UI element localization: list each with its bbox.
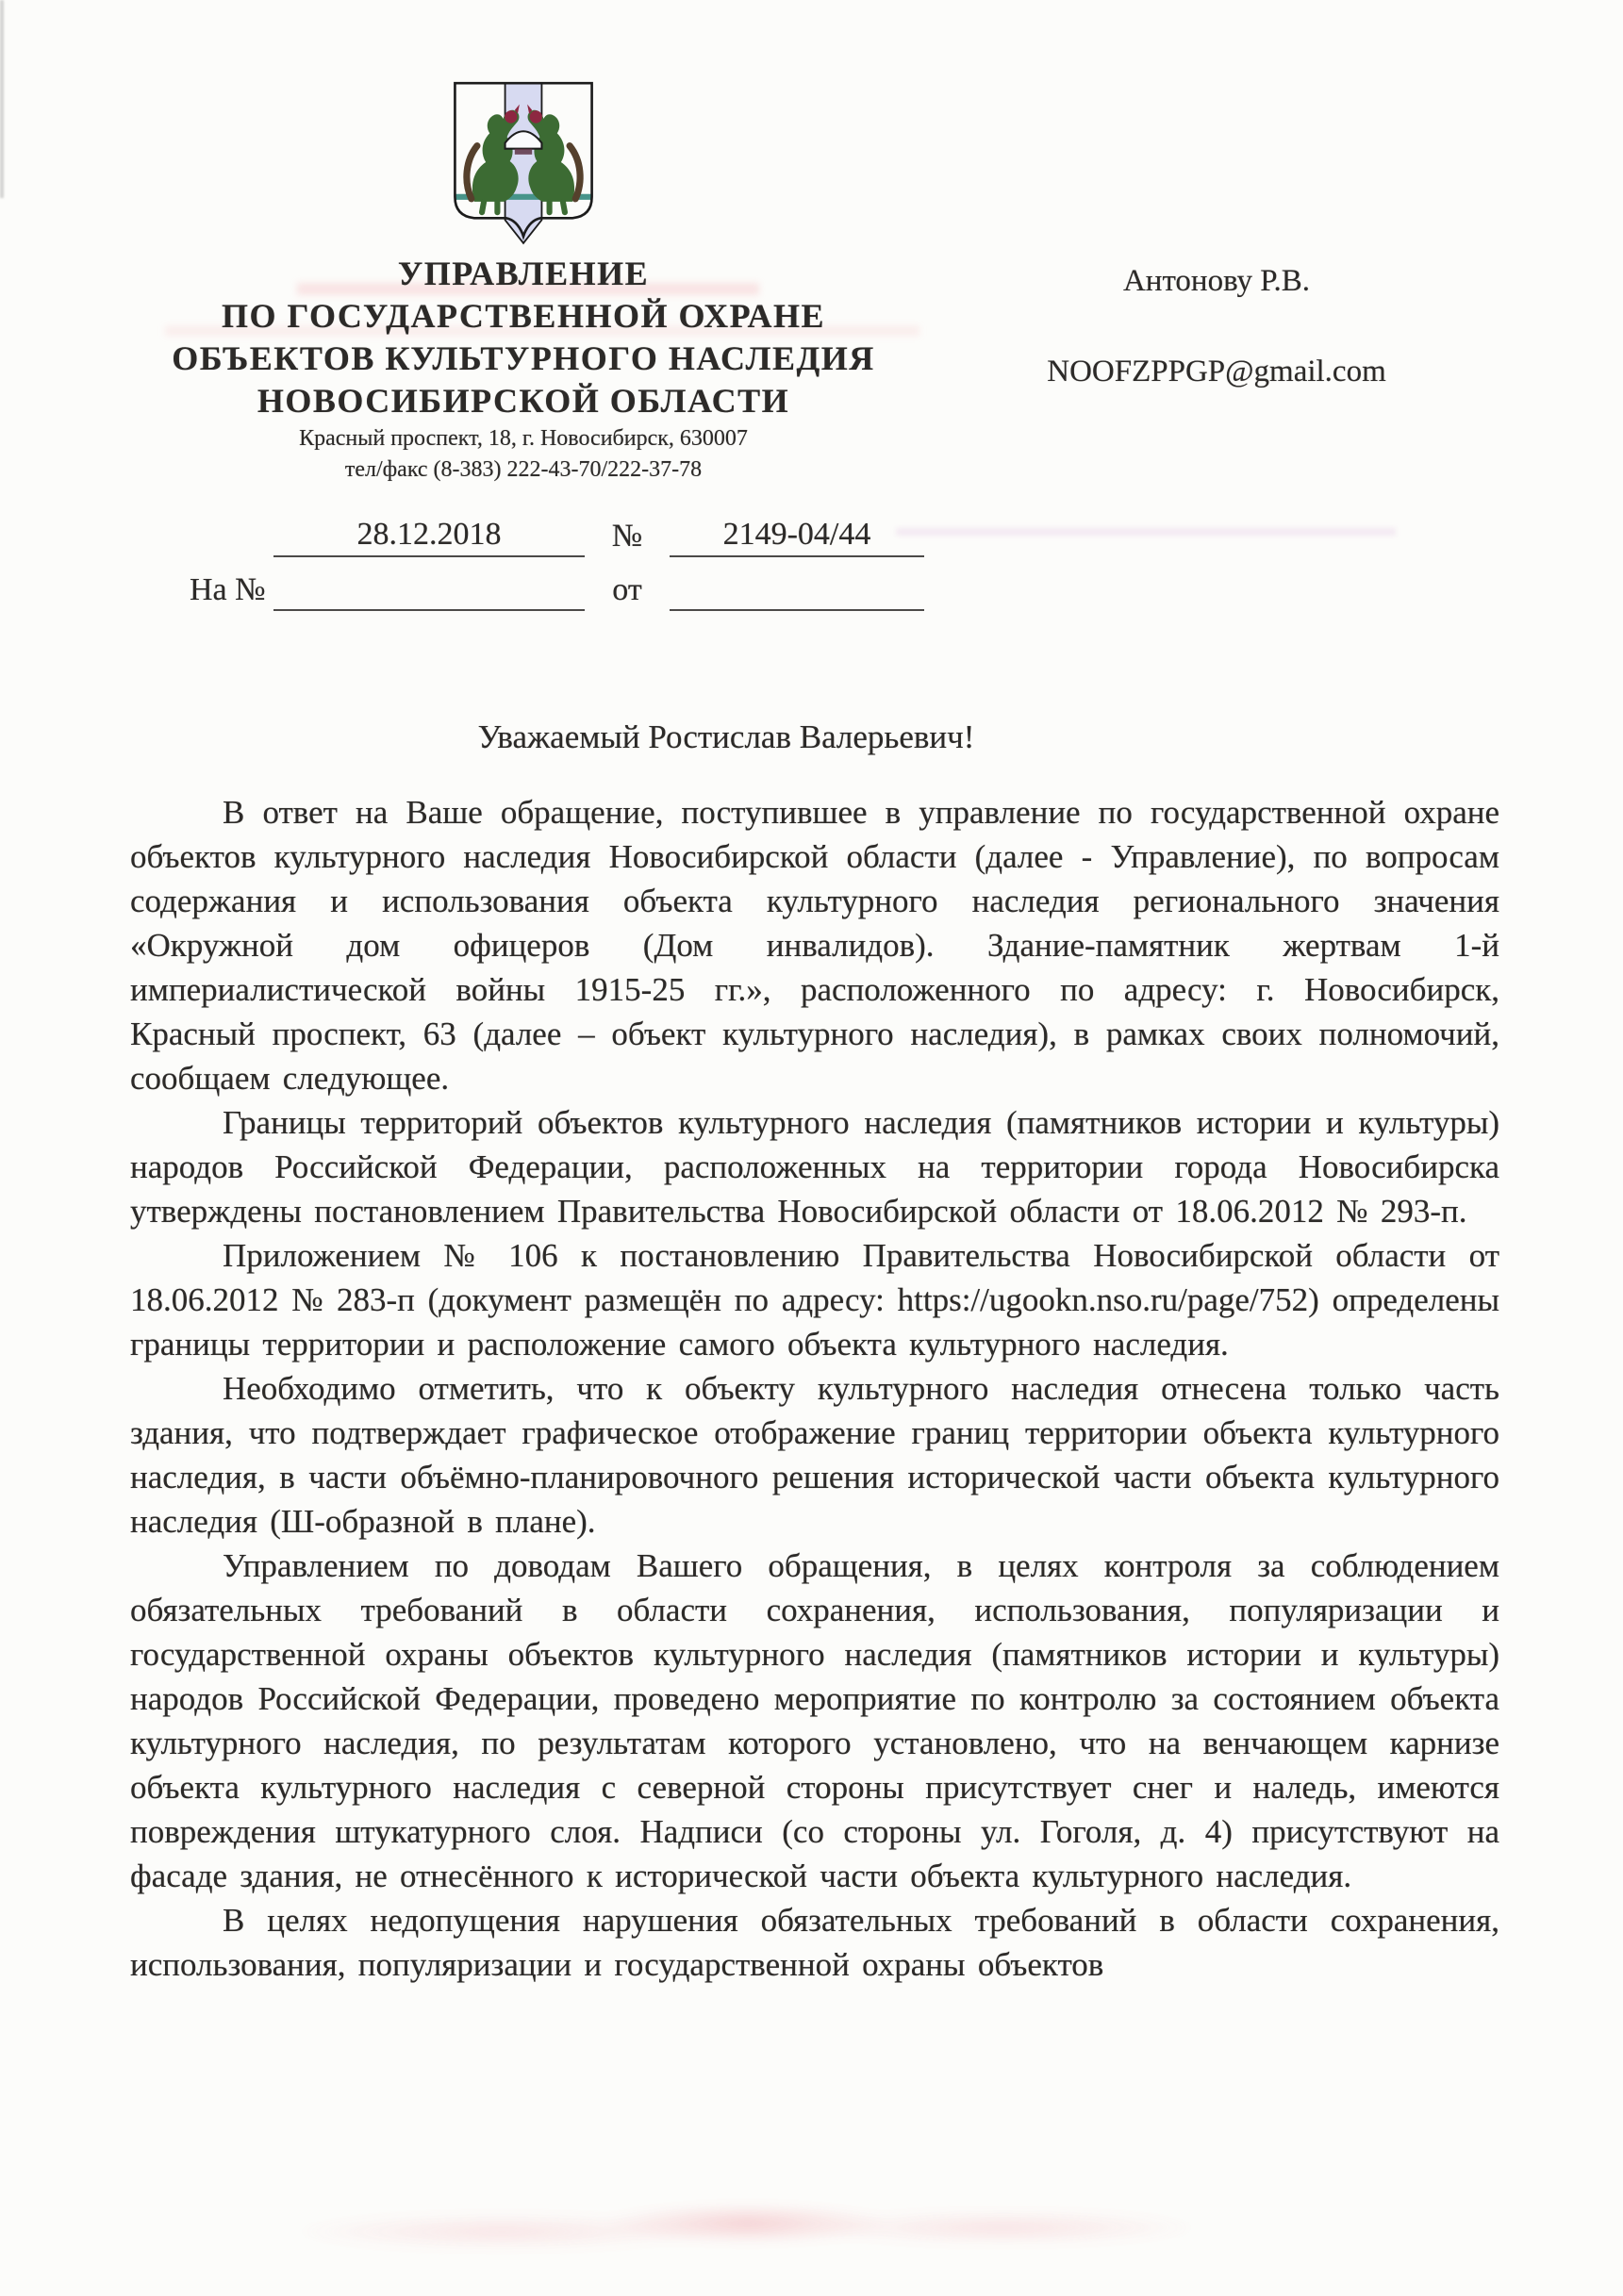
addressee-email: NOOFZPPGP@gmail.com [1047,355,1386,388]
ref-spacer [184,554,273,557]
ref-number-sign: № [611,519,643,553]
coat-of-arms-icon [441,75,605,249]
ref-reply-line [273,606,585,611]
letterhead [108,253,938,485]
scan-bleedthrough-artifact [236,2188,1301,2268]
scan-edge-artifact [0,0,4,198]
org-name-line: ОБЪЕКТОВ КУЛЬТУРНОГО НАСЛЕДИЯ [172,339,875,377]
body-paragraph: Управлением по доводам Вашего обращения, в целях контроля за соблюдением обязательных требований в области сохранения, использования, популяризации и государственной охраны объектов культурного наследия (памятников истории и культуры) народов Российской Федерации, проведено мероприятие по контролю за состоянием объекта культурного наследия, по результатам которого установлено, что на венчающем карнизе объекта культурного наследия с северной стороны присутствует снег и наледь, имеются повреждения штукатурного слоя. Надписи (со стороны ул. Гоголя, д. 4) присутствуют на фасаде здания, не отнесённого к исторической части объекта культурного наследия. [130,1547,1499,1894]
scan-smudge-artifact [896,528,1396,536]
body-paragraph: В целях недопущения нарушения обязательных требований в области сохранения, использования, популяризации и государственной охраны объектов [130,1902,1499,1983]
reference-block [184,517,924,611]
body-paragraph: Границы территорий объектов культурного наследия (памятников истории и культуры) народов Российской Федерации, расположенных на территории города Новосибирска утверждены постановлением Правительства Новосибирской области от 18.06.2012 № 293-п. [130,1104,1499,1230]
ref-number-value: 2149-04/44 [670,517,924,557]
body-paragraph: В ответ на Ваше обращение, поступившее в управление по государственной охране объектов культурного наследия Новосибирской области (далее - Управление), по вопросам содержания и использования объекта культурного наследия регионального значения «Окружной дом офицеров (Дом инвалидов). Здание-памятник жертвам 1-й империалистической войны 1915-25 гг.», расположенного по адресу: г. Новосибирск, Красный проспект, 63 (далее – объект культурного наследия), в рамках своих полномочий, сообщаем следующее. [130,794,1499,1097]
ref-date-value: 28.12.2018 [273,517,585,557]
addressee-block [971,262,1462,390]
letter-body [130,790,1499,1987]
body-paragraph: Необходимо отметить, что к объекту культурного наследия отнесена только часть здания, что подтверждает графическое отображение границ территории объекта культурного наследия, в части объёмно-планировочного решения исторической части объекта культурного наследия (Ш-образной в плане). [130,1370,1499,1540]
addressee-name: Антонову Р.В. [1122,264,1311,298]
ref-from-line [670,606,924,611]
org-address-line: Красный проспект, 18, г. Новосибирск, 630007 [299,426,748,451]
body-paragraph: Приложением № 106 к постановлению Правительства Новосибирской области от 18.06.2012 № 283-п (документ размещён по адресу: https://ugookn.nso.ru/page/752) определены границы территории и расположение самого объекта культурного наследия. [130,1237,1499,1363]
ref-from-label: от [612,572,642,607]
org-name-line: НОВОСИБИРСКОЙ ОБЛАСТИ [257,382,790,420]
org-phone-line: тел/факс (8-383) 222-43-70/222-37-78 [344,457,703,482]
org-name-line: ПО ГОСУДАРСТВЕННОЙ ОХРАНЕ [221,297,826,335]
ref-reply-label: На № [190,572,266,607]
org-name-line: УПРАВЛЕНИЕ [397,255,650,292]
salutation: Уважаемый Ростислав Валерьевич! [477,719,975,755]
